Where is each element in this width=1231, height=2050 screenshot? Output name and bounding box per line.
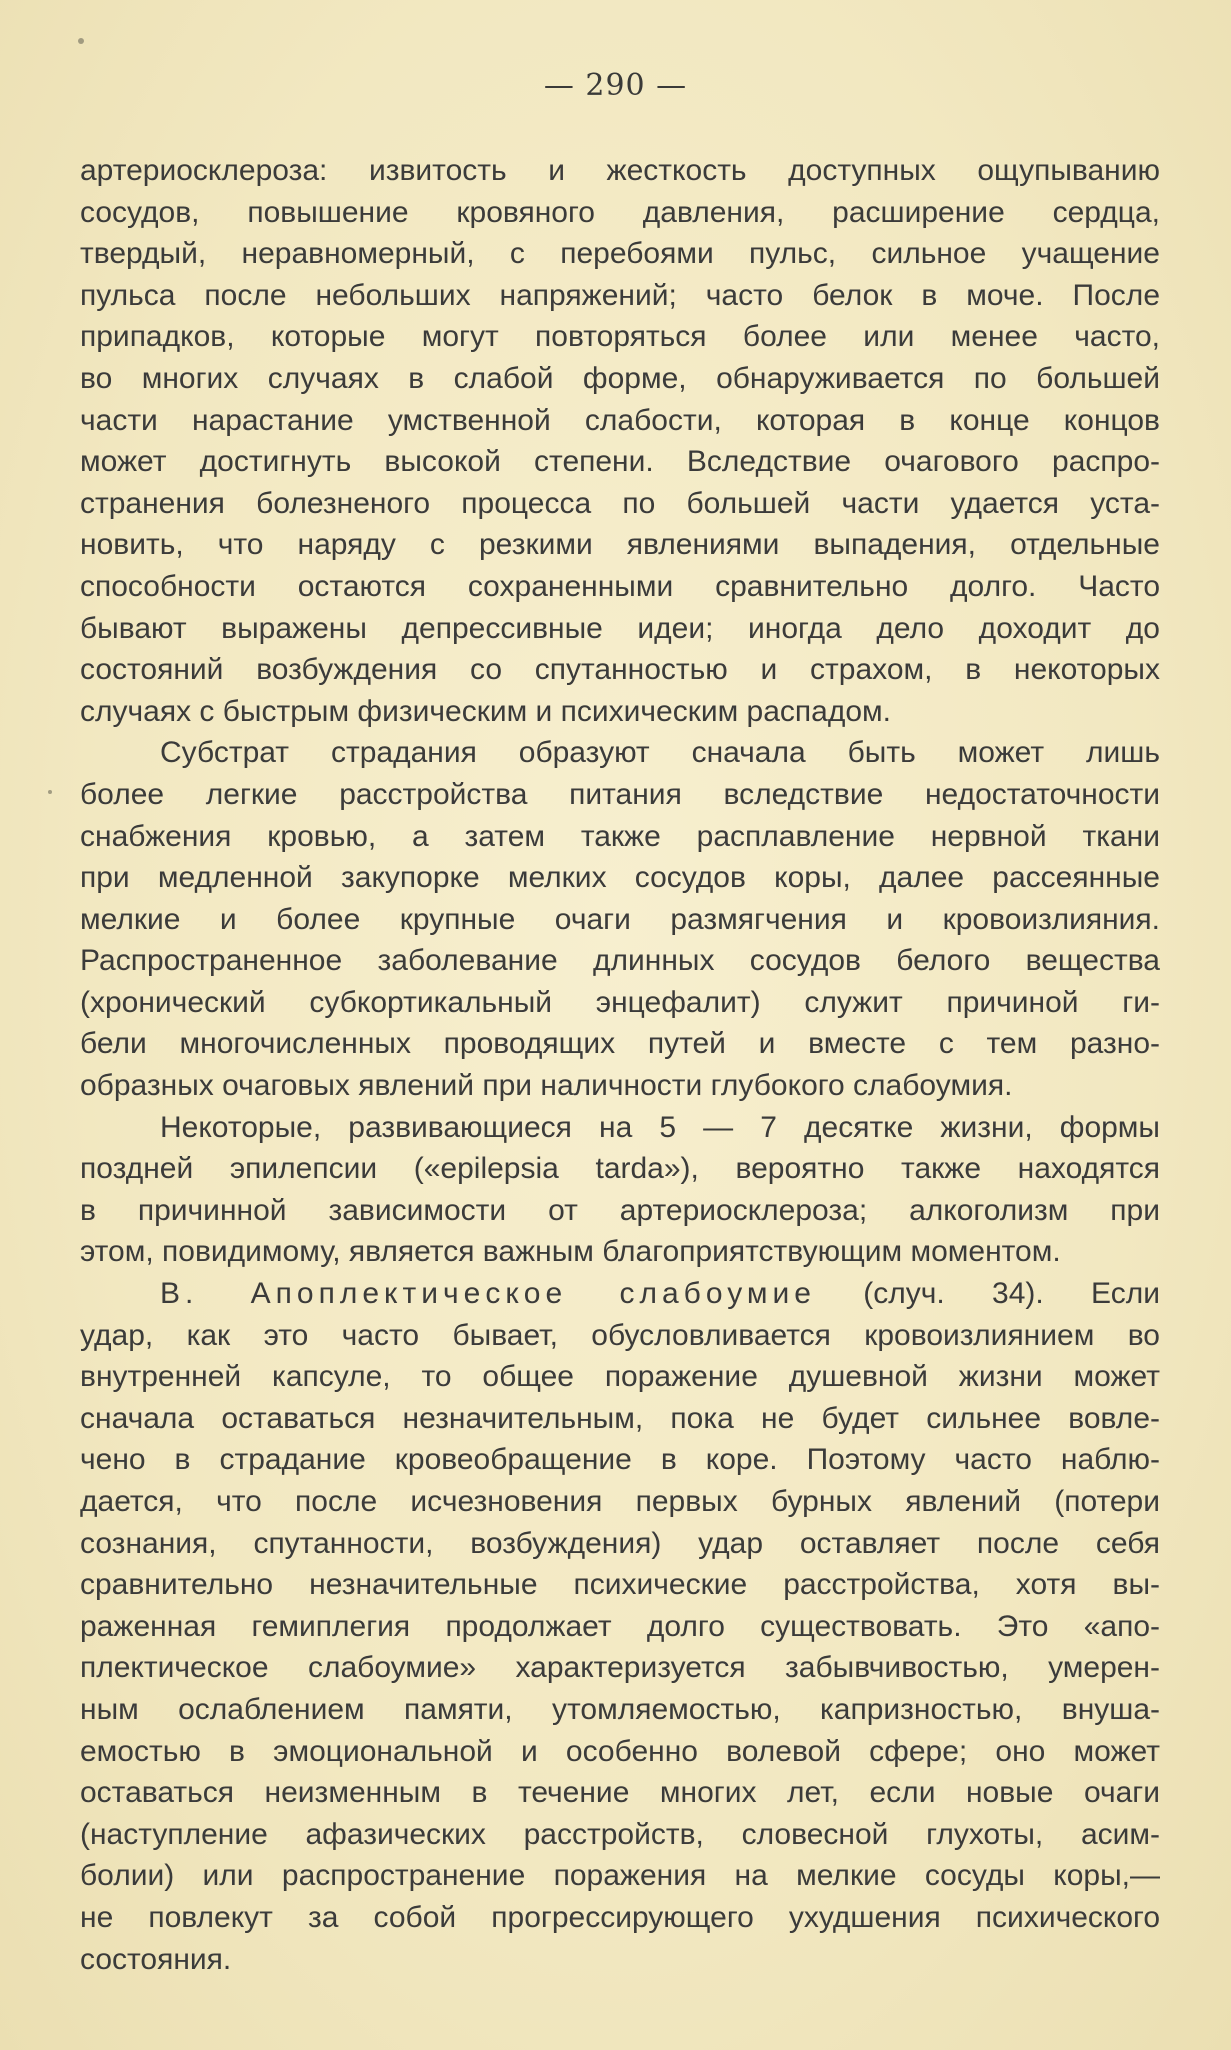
text-line: снабжения кровью, а затем также расплавление нервной ткани (80, 819, 1160, 853)
text-line: более легкие расстройства питания вследствие недостаточности (80, 777, 1160, 811)
text-line: образных очаговых явлений при наличности глубокого слабоумия. (80, 1069, 1013, 1103)
text-line: странения болезненого процесса по большей части удается уста- (80, 486, 1160, 520)
text-line: может достигнуть высокой степени. Вследствие очагового распро- (80, 445, 1160, 479)
text-line-rest: (случ. 34). Если (815, 1277, 1160, 1311)
text-line: в причинной зависимости от артериосклероза; алкоголизм при (80, 1193, 1160, 1227)
text-line: раженная гемиплегия продолжает долго существовать. Это «апо- (80, 1609, 1160, 1643)
text-line: бывают выражены депрессивные идеи; иногда дело доходит до (80, 611, 1160, 645)
paper-speck (78, 38, 84, 44)
text-line: этом, повидимому, является важным благоприятствующим моментом. (80, 1235, 1061, 1269)
text-line: (хронический субкортикальный энцефалит) служит причиной ги- (80, 985, 1160, 1019)
text-line: (наступление афазических расстройств, словесной глухоты, асим- (80, 1817, 1160, 1851)
text-line: сосудов, повышение кровяного давления, расширение сердца, (80, 195, 1160, 229)
text-line: чено в страдание кровеобращение в коре. Поэтому часто наблю- (80, 1443, 1160, 1477)
text-line: сравнительно незначительные психические расстройства, хотя вы- (80, 1568, 1160, 1602)
text-line: сознания, спутанности, возбуждения) удар оставляет после себя (80, 1526, 1160, 1560)
text-line: припадков, которые могут повторяться более или менее часто, (80, 320, 1160, 354)
section-heading-spaced: В. Апоплектическое слабоумие (160, 1277, 816, 1311)
text-line: пульса после небольших напряжений; часто белок в моче. После (80, 278, 1160, 312)
text-line: части нарастание умственной слабости, которая в конце концов (80, 403, 1160, 437)
text-line: внутренней капсуле, то общее поражение душевной жизни может (80, 1360, 1160, 1394)
text-line: во многих случаях в слабой форме, обнаруживается по большей (80, 361, 1160, 395)
text-line: не повлекут за собой прогрессирующего ухудшения психического (80, 1900, 1160, 1934)
text-line: ным ослаблением памяти, утомляемостью, капризностью, внуша- (80, 1692, 1160, 1726)
text-line: при медленной закупорке мелких сосудов коры, далее рассеянные (80, 861, 1160, 895)
text-line: емостью в эмоциональной и особенно волевой сфере; оно может (80, 1734, 1160, 1768)
text-line: мелкие и более крупные очаги размягчения и кровоизлияния. (80, 902, 1160, 936)
text-line: твердый, неравномерный, с перебоями пульс, сильное учащение (80, 237, 1160, 271)
body-text (80, 150, 1160, 1980)
text-line: бели многочисленных проводящих путей и вместе с тем разно- (80, 1027, 1160, 1061)
page-number: — 290 — (543, 68, 688, 103)
text-line: сначала оставаться незначительным, пока не будет сильнее вовле- (80, 1401, 1160, 1435)
text-line (80, 1273, 1160, 1315)
text-line: артериосклероза: извитость и жесткость доступных ощупыванию (80, 154, 1160, 187)
text-line: дается, что после исчезновения первых бурных явлений (потери (80, 1485, 1160, 1518)
text-line: болии) или распространение поражения на мелкие сосуды коры,— (80, 1859, 1160, 1893)
text-line: поздней эпилепсии («epilepsia tarda»), вероятно также находятся (80, 1152, 1160, 1186)
text-line: состояний возбуждения со спутанностью и страхом, в некоторых (80, 653, 1160, 687)
text-line: Распространенное заболевание длинных сосудов белого вещества (80, 944, 1160, 978)
paper-speck (48, 790, 52, 794)
text-line: удар, как это часто бывает, обусловливается кровоизлиянием во (80, 1318, 1160, 1352)
text-line: плектическое слабоумие» характеризуется забывчивостью, умерен- (80, 1651, 1160, 1685)
text-line: состояния. (80, 1942, 232, 1976)
text-line: оставаться неизменным в течение многих лет, если новые очаги (80, 1776, 1160, 1810)
text-line: способности остаются сохраненными сравнительно долго. Часто (80, 569, 1160, 603)
text-line: случаях с быстрым физическим и психическим распадом. (80, 694, 891, 728)
text-line: Некоторые, развивающиеся на 5 — 7 десятке жизни, формы (160, 1110, 1160, 1144)
text-line: новить, что наряду с резкими явлениями выпадения, отдельные (80, 528, 1160, 562)
text-line: Субстрат страдания образуют сначала быть может лишь (160, 736, 1160, 770)
